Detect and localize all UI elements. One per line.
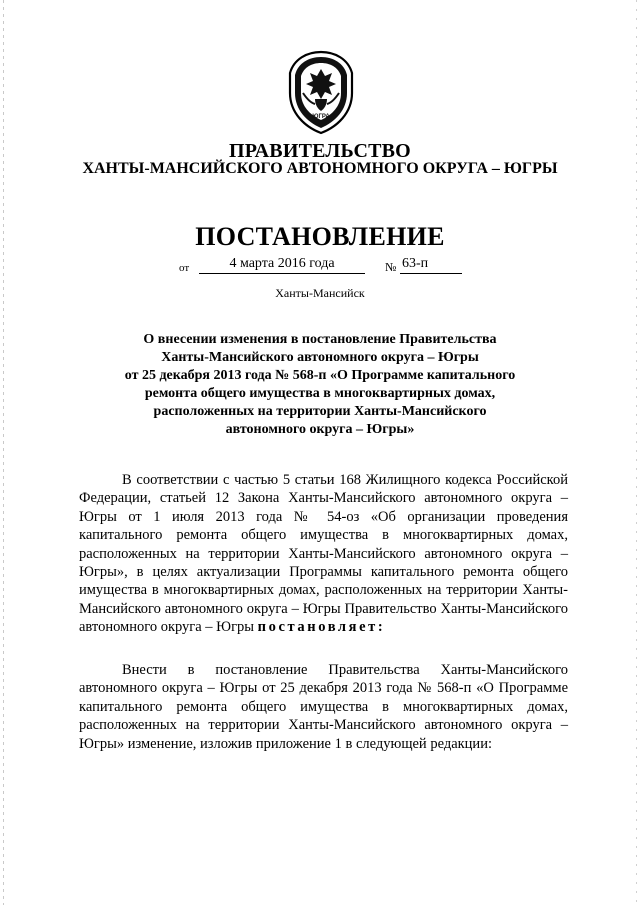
subject-line: от 25 декабря 2013 года № 568-п «О Программе капитального [124, 368, 516, 383]
scan-edge-right [636, 0, 637, 905]
date-number-row [0, 256, 640, 278]
amendment-paragraph: Внести в постановление Правительства Ханты-Мансийского автономного округа – Югры от 25 декабря 2013 года № 568-п «О Программе капитального ремонта общего имущества в многоквартирных домах, расположенных на территории Ханты-Мансийского автономного округа – Югры» изменение, изложив приложение 1 в следующей редакции: [79, 662, 568, 752]
svg-text:ЮГРА: ЮГРА [312, 114, 330, 120]
government-title: ПРАВИТЕЛЬСТВО [229, 140, 411, 162]
subject-line: Ханты-Мансийского автономного округа – Югры [161, 350, 479, 365]
document-date: 4 марта 2016 года [199, 256, 365, 274]
date-prefix: от [179, 262, 190, 274]
subject-line: О внесении изменения в постановление Правительства [143, 332, 497, 347]
decree-word: постановляет: [257, 619, 386, 636]
scan-edge-left [3, 0, 4, 905]
preamble-text: В соответствии с частью 5 статьи 168 Жилищного кодекса Российской Федерации, статьей 12 Закона Ханты-Мансийского автономного округа – Югры от 1 июля 2013 года № 54-оз «Об организации проведения капитального ремонта общего имущества в многоквартирных домах, расположенных на территории Ханты-Мансийского автономного округа – Югры», в целях актуализации Программы капитального ремонта общего имущества в многоквартирных домах, расположенных на территории Ханты-Мансийского автономного округа – Югры Правительство Ханты-Мансийского автономного округа – Югры [79, 472, 568, 636]
preamble-paragraph [79, 471, 568, 637]
document-number: 63-п [400, 256, 462, 274]
subject-line: автономного округа – Югры» [225, 422, 415, 437]
coat-of-arms-emblem-icon [285, 49, 357, 135]
subject-line: расположенных на территории Ханты-Мансийского [153, 404, 487, 419]
document-city: Ханты-Мансийск [275, 286, 365, 300]
government-region: ХАНТЫ-МАНСИЙСКОГО АВТОНОМНОГО ОКРУГА – ЮГРЫ [82, 160, 558, 177]
number-prefix: № [385, 260, 397, 274]
document-type-heading: ПОСТАНОВЛЕНИЕ [195, 222, 445, 251]
document-subject [100, 331, 540, 439]
subject-line: ремонта общего имущества в многоквартирных домах, [144, 386, 496, 401]
